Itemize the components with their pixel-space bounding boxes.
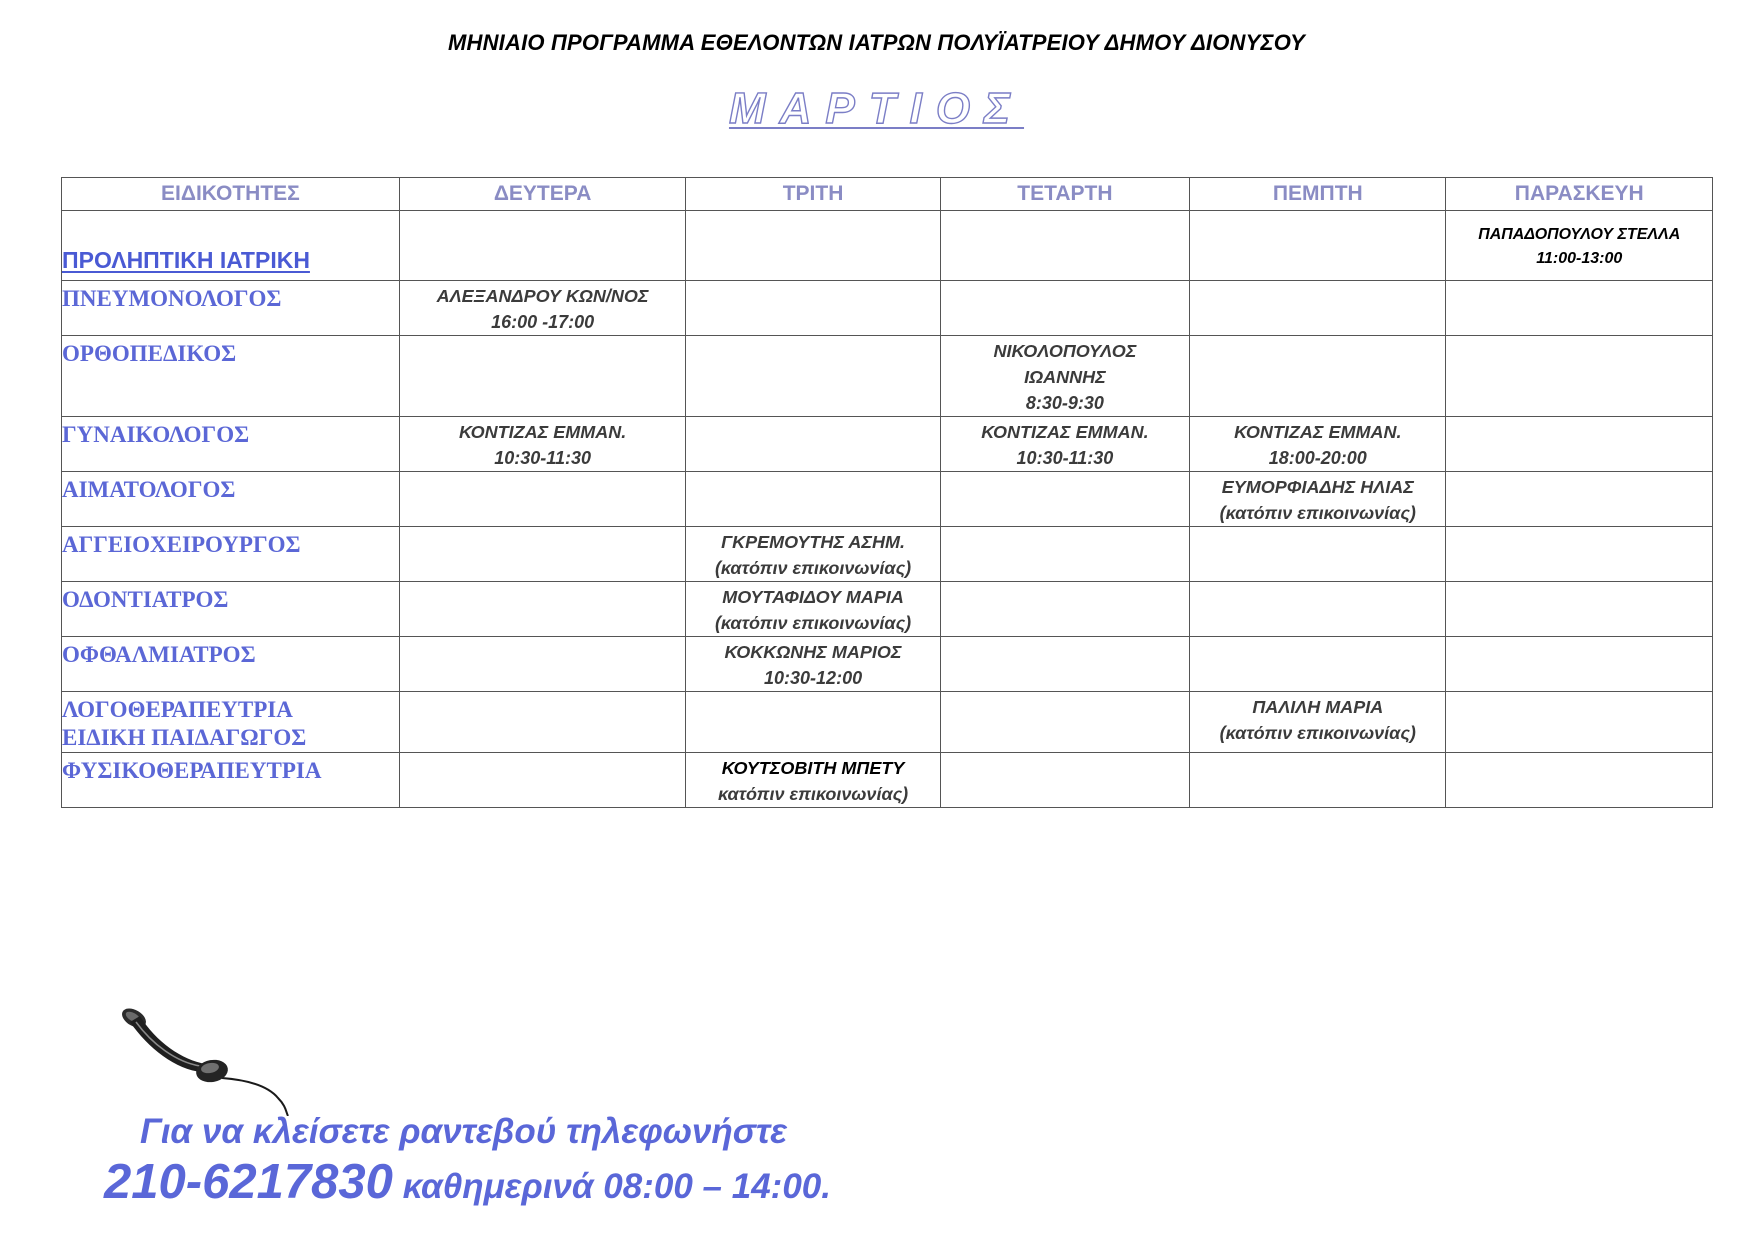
schedule-cell bbox=[1190, 211, 1446, 281]
specialty-cell bbox=[62, 211, 400, 281]
table-row bbox=[62, 211, 1713, 281]
schedule-cell bbox=[399, 582, 686, 637]
schedule-cell bbox=[940, 336, 1189, 417]
table-row bbox=[62, 281, 1713, 336]
footer-call-text: Για να κλείσετε ραντεβού τηλεφωνήστε bbox=[140, 1112, 788, 1151]
schedule-cell bbox=[399, 527, 686, 582]
table-row bbox=[62, 336, 1713, 417]
schedule-cell bbox=[1446, 281, 1713, 336]
table-row bbox=[62, 692, 1713, 753]
footer-phone-line bbox=[104, 1154, 831, 1210]
schedule-cell bbox=[1446, 417, 1713, 472]
table-row bbox=[62, 582, 1713, 637]
schedule-cell bbox=[940, 527, 1189, 582]
schedule-cell bbox=[399, 211, 686, 281]
schedule-cell bbox=[1446, 753, 1713, 808]
page-title: ΜΗΝΙΑΙΟ ΠΡΟΓΡΑΜΜΑ ΕΘΕΛΟΝΤΩΝ ΙΑΤΡΩΝ ΠΟΛΥΪΑΤΡΕΙΟΥ ΔΗΜΟΥ ΔΙΟΝΥΣΟΥ bbox=[447, 30, 1305, 55]
schedule-cell bbox=[940, 472, 1189, 527]
specialty-cell bbox=[62, 692, 400, 753]
schedule-cell bbox=[1446, 472, 1713, 527]
doctor-name: ΚΟΝΤΙΖΑΣ ΕΜΜΑΝ. bbox=[1234, 422, 1402, 442]
header-specialties: ΕΙΔΙΚΟΤΗΤΕΣ bbox=[62, 178, 400, 211]
schedule-cell bbox=[399, 637, 686, 692]
doctor-hours: 8:30-9:30 bbox=[1025, 393, 1104, 413]
doctor-hours: 10:30-11:30 bbox=[1016, 448, 1114, 468]
doctor-name: ΙΩΑΝΝΗΣ bbox=[1024, 367, 1106, 387]
specialty-cell: ΠΝΕΥΜΟΝΟΛΟΓΟΣ bbox=[62, 281, 400, 336]
footer-hours: καθημερινά 08:00 – 14:00. bbox=[392, 1167, 831, 1206]
table-row bbox=[62, 527, 1713, 582]
doctor-hours: 18:00-20:00 bbox=[1268, 448, 1367, 468]
schedule-cell bbox=[686, 472, 940, 527]
table-row bbox=[62, 753, 1713, 808]
schedule-cell bbox=[1190, 692, 1446, 753]
schedule-cell bbox=[686, 281, 940, 336]
schedule-cell bbox=[1446, 336, 1713, 417]
doctor-name: ΚΟΚΚΩΝΗΣ ΜΑΡΙΟΣ bbox=[724, 642, 902, 662]
schedule-cell bbox=[1446, 527, 1713, 582]
specialty-label: ΠΡΟΛΗΠΤΙΚΗ ΙΑΤΡΙΚΗ bbox=[62, 247, 310, 273]
telephone-handset-icon bbox=[118, 1008, 298, 1116]
schedule-cell bbox=[399, 692, 686, 753]
header-tuesday: ΤΡΙΤΗ bbox=[686, 178, 940, 211]
specialty-cell: ΦΥΣΙΚΟΘΕΡΑΠΕΥΤΡΙΑ bbox=[62, 753, 400, 808]
schedule-cell bbox=[399, 753, 686, 808]
doctor-name: ΠΑΠΑΔΟΠΟΥΛΟΥ ΣΤΕΛΛΑ bbox=[1478, 225, 1681, 243]
footer-phone-number: 210-6217830 bbox=[104, 1155, 393, 1209]
specialty-cell: ΟΡΘΟΠΕΔΙΚΟΣ bbox=[62, 336, 400, 417]
specialty-cell: ΟΔΟΝΤΙΑΤΡΟΣ bbox=[62, 582, 400, 637]
doctor-hours: (κατόπιν επικοινωνίας) bbox=[714, 613, 912, 633]
schedule-cell bbox=[399, 281, 686, 336]
schedule-cell bbox=[1190, 281, 1446, 336]
schedule-cell bbox=[1190, 637, 1446, 692]
doctor-hours: (κατόπιν επικοινωνίας) bbox=[1219, 723, 1416, 743]
schedule-cell bbox=[686, 211, 940, 281]
header-monday: ΔΕΥΤΕΡΑ bbox=[399, 178, 686, 211]
schedule-cell bbox=[1446, 692, 1713, 753]
schedule-cell bbox=[1446, 637, 1713, 692]
schedule-table bbox=[61, 177, 1713, 808]
specialty-label: ΛΟΓΟΘΕΡΑΠΕΥΤΡΙΑ bbox=[62, 697, 293, 722]
table-row bbox=[62, 417, 1713, 472]
schedule-cell bbox=[686, 753, 940, 808]
schedule-cell bbox=[686, 637, 940, 692]
doctor-name: ΠΑΛΙΛΗ ΜΑΡΙΑ bbox=[1252, 697, 1384, 717]
doctor-hours: (κατόπιν επικοινωνίας) bbox=[1219, 503, 1416, 523]
doctor-hours: 10:30-12:00 bbox=[764, 668, 863, 688]
month-heading: ΜΑΡΤΙΟΣ bbox=[728, 84, 1025, 133]
doctor-name: ΑΛΕΞΑΝΔΡΟΥ ΚΩΝ/ΝΟΣ bbox=[436, 286, 649, 306]
schedule-cell bbox=[940, 211, 1189, 281]
schedule-cell bbox=[940, 637, 1189, 692]
schedule-cell bbox=[940, 692, 1189, 753]
table-row bbox=[62, 472, 1713, 527]
doctor-name: ΝΙΚΟΛΟΠΟΥΛΟΣ bbox=[993, 341, 1137, 361]
specialty-cell: ΑΙΜΑΤΟΛΟΓΟΣ bbox=[62, 472, 400, 527]
schedule-cell bbox=[1446, 211, 1713, 281]
doctor-name: ΚΟΝΤΙΖΑΣ ΕΜΜΑΝ. bbox=[981, 422, 1149, 442]
doctor-name: ΚΟΥΤΣΟΒΙΤΗ ΜΠΕΤΥ bbox=[721, 758, 905, 778]
specialty-cell: ΓΥΝΑΙΚΟΛΟΓΟΣ bbox=[62, 417, 400, 472]
schedule-cell bbox=[1190, 753, 1446, 808]
specialty-cell: ΟΦΘΑΛΜΙΑΤΡΟΣ bbox=[62, 637, 400, 692]
header-friday: ΠΑΡΑΣΚΕΥΗ bbox=[1446, 178, 1713, 211]
schedule-cell bbox=[940, 417, 1189, 472]
schedule-cell bbox=[399, 472, 686, 527]
doctor-hours: 16:00 -17:00 bbox=[491, 312, 595, 332]
header-wednesday: ΤΕΤΑΡΤΗ bbox=[940, 178, 1189, 211]
schedule-cell bbox=[1190, 336, 1446, 417]
schedule-cell bbox=[686, 527, 940, 582]
schedule-cell bbox=[940, 281, 1189, 336]
schedule-cell bbox=[686, 336, 940, 417]
doctor-hours: κατόπιν επικοινωνίας) bbox=[717, 784, 909, 804]
specialty-label: ΕΙΔΙΚΗ ΠΑΙΔΑΓΩΓΟΣ bbox=[62, 725, 307, 750]
doctor-name: ΚΟΝΤΙΖΑΣ ΕΜΜΑΝ. bbox=[458, 422, 627, 442]
specialty-cell: ΑΓΓΕΙΟΧΕΙΡΟΥΡΓΟΣ bbox=[62, 527, 400, 582]
schedule-cell bbox=[1190, 527, 1446, 582]
table-header-row bbox=[62, 178, 1713, 211]
schedule-cell bbox=[1446, 582, 1713, 637]
schedule-cell bbox=[686, 582, 940, 637]
doctor-hours: (κατόπιν επικοινωνίας) bbox=[714, 558, 912, 578]
doctor-name: ΜΟΥΤΑΦΙΔΟΥ ΜΑΡΙΑ bbox=[722, 587, 904, 607]
doctor-hours: 11:00-13:00 bbox=[1536, 249, 1623, 267]
doctor-name: ΓΚΡΕΜΟΥΤΗΣ ΑΣΗΜ. bbox=[721, 532, 905, 552]
header-thursday: ΠΕΜΠΤΗ bbox=[1190, 178, 1446, 211]
schedule-cell bbox=[1190, 472, 1446, 527]
schedule-cell bbox=[399, 336, 686, 417]
schedule-cell bbox=[940, 582, 1189, 637]
table-row bbox=[62, 637, 1713, 692]
schedule-cell bbox=[399, 417, 686, 472]
schedule-cell bbox=[940, 753, 1189, 808]
schedule-cell bbox=[1190, 417, 1446, 472]
doctor-hours: 10:30-11:30 bbox=[494, 448, 591, 468]
schedule-cell bbox=[686, 692, 940, 753]
doctor-name: ΕΥΜΟΡΦΙΑΔΗΣ ΗΛΙΑΣ bbox=[1221, 477, 1414, 497]
schedule-cell bbox=[1190, 582, 1446, 637]
schedule-cell bbox=[686, 417, 940, 472]
